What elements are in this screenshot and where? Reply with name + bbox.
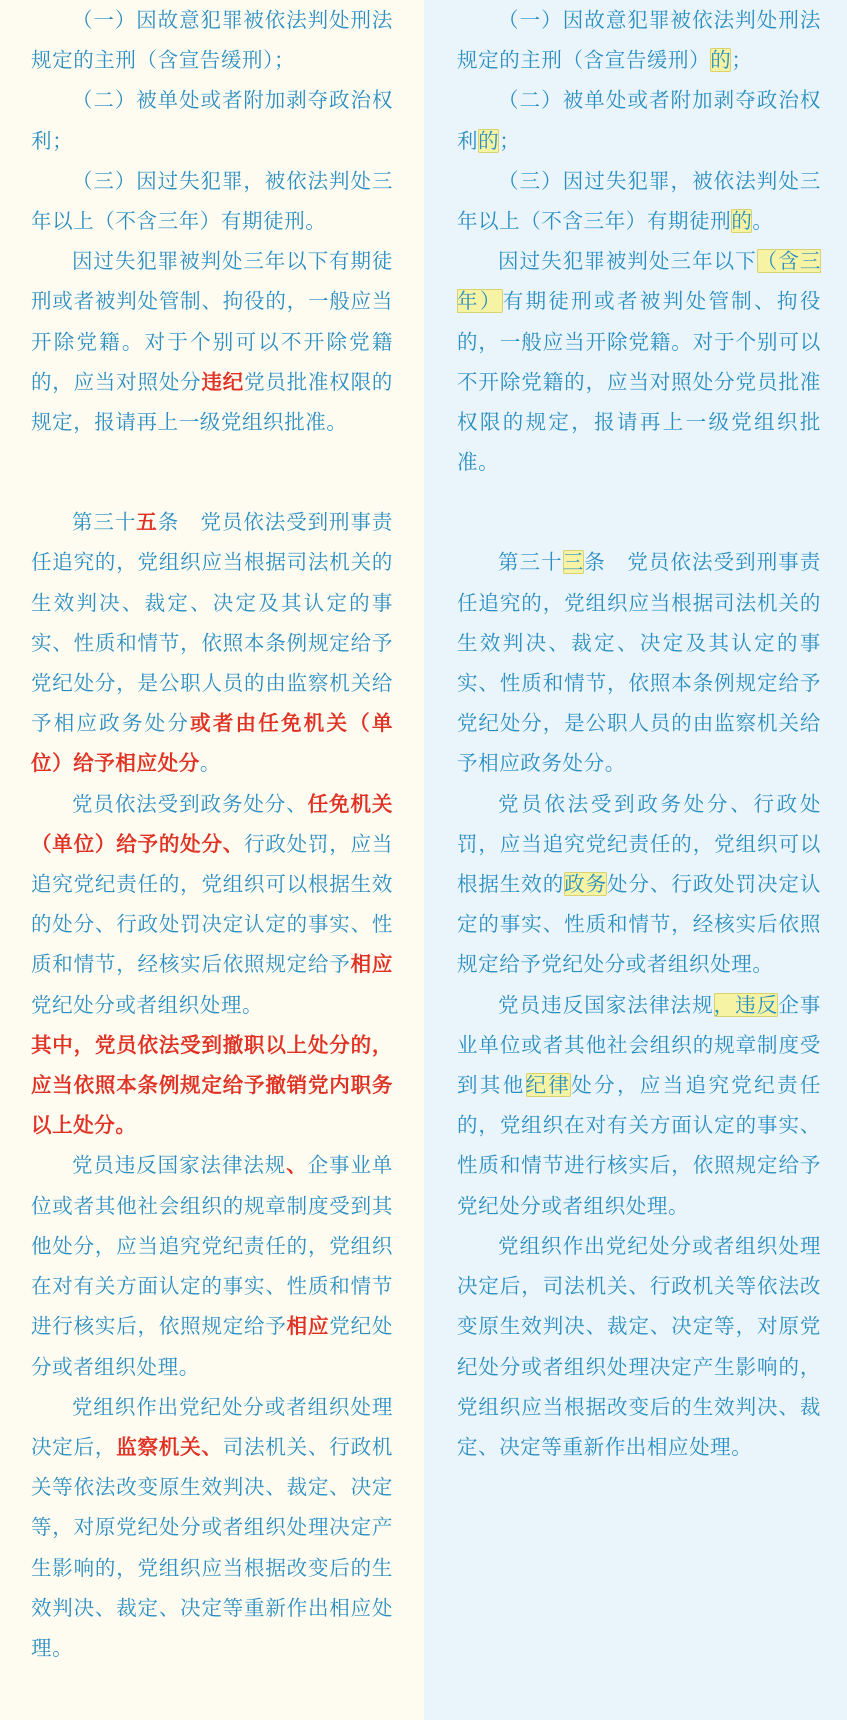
text-run: （一）因故意犯罪被依法判处刑法规定的主刑（含宣告缓刑） — [457, 8, 821, 73]
right-clause-item-1 — [457, 0, 821, 80]
left-clause-item-3: （三）因过失犯罪，被依法判处三年以上（不含三年）有期徒刑。 — [31, 168, 393, 234]
text-run: 党员批准权限的规定，报请再上一级党组织批准。 — [31, 369, 394, 435]
text-run: 党员违反国家法律法规 — [498, 992, 714, 1017]
text-run: 党组织作出党纪处分或者组织处理决定后， — [31, 1394, 393, 1459]
added-text: 或者由任免机关（单位）给予相应处分 — [31, 711, 394, 776]
right-column-original-text — [424, 0, 847, 1720]
text-run: 因过失犯罪被判处三年以下 — [498, 249, 757, 274]
text-run: 条 党员依法受到刑事责任追究的，党组织应当根据司法机关的生效判决、裁定、决定及其认定的事实、性质和情节，依照本条例规定给予党纪处分，是公职人员的由监察机关给予相应政务处分 — [31, 510, 393, 736]
text-run: 因过失犯罪被判处三年以下有期徒刑或者被判处管制、拘役的，一般应当开除党籍。对于个别可以不开除党籍的，应当对照处分 — [31, 249, 393, 394]
left-clause-item-1: （一）因故意犯罪被依法判处刑法规定的主刑（含宣告缓刑）； — [31, 8, 393, 73]
removed-text-highlight: 政务 — [564, 872, 608, 897]
removed-text-highlight: 的 — [478, 128, 500, 153]
left-paragraph-negligent-crime — [31, 241, 393, 442]
text-run: 党员依法受到政务处分、 — [72, 791, 308, 816]
text-run: 党员依法受到政务处分、行政处罚，应当追究党纪责任的，党组织可以根据生效的 — [457, 791, 821, 897]
right-article-33 — [457, 542, 821, 783]
left-paragraph-administrative-sanctions — [31, 784, 393, 1025]
text-run: 行政处罚，应当追究党纪责任的，党组织可以根据生效的处分、行政处罚决定认定的事实、性质和情节，经核实后依照规定给予 — [31, 831, 393, 977]
right-paragraph-other-sanctions — [457, 985, 821, 1226]
removed-text-highlight: ，违反 — [713, 992, 779, 1017]
left-clause-item-2: （二）被单处或者附加剥夺政治权利； — [31, 88, 393, 153]
text-run: 企事业单位或者其他社会组织的规章制度受到其他 — [457, 992, 822, 1098]
added-text: 相应 — [350, 952, 393, 977]
left-paragraph-new-dismissal-rule: 其中，党员依法受到撤职以上处分的，应当依照本条例规定给予撤销党内职务以上处分。 — [31, 1032, 393, 1138]
text-run: 党纪处分或者组织处理。 — [31, 1314, 394, 1379]
text-run: 处分、行政处罚决定认定的事实、性质和情节，经核实后依照规定给予党纪处分或者组织处理。 — [457, 872, 822, 977]
removed-text-highlight: 的 — [731, 209, 753, 234]
changed-number-highlight: 三 — [562, 550, 585, 575]
left-paragraph-other-sanctions — [31, 1145, 393, 1386]
right-paragraph-administrative-sanctions — [457, 784, 821, 985]
removed-text-highlight: 的 — [710, 48, 732, 73]
section-gap — [457, 482, 821, 542]
text-run: 。 — [199, 751, 221, 776]
text-run: 第三十 — [498, 550, 563, 575]
text-run: 司法机关、行政机关等依法改变原生效判决、裁定、决定等，对原党纪处分或者组织处理决定产生影响的，党组织应当根据改变后的生效判决、裁定、决定等重新作出相应处理。 — [31, 1434, 394, 1660]
added-text: 、 — [286, 1153, 308, 1178]
text-run: 党纪处分或者组织处理。 — [31, 992, 264, 1017]
left-paragraph-judgment-change — [31, 1387, 393, 1668]
text-run: 。 — [752, 209, 774, 234]
right-clause-item-3 — [457, 161, 821, 241]
text-run: 党员违反国家法律法规 — [72, 1153, 287, 1178]
added-text: 违纪 — [201, 369, 245, 394]
added-text: 相应 — [286, 1314, 330, 1339]
text-run: 第三十 — [72, 510, 137, 535]
changed-number: 五 — [136, 510, 158, 535]
left-article-35 — [31, 502, 393, 783]
added-text: 任免机关（单位）给予的处分、 — [31, 791, 393, 856]
section-gap — [31, 442, 393, 502]
text-run: 处分，应当追究党纪责任的，党组织在对有关方面认定的事实、性质和情节进行核实后，依照规定给予党纪处分或者组织处理。 — [457, 1073, 821, 1218]
removed-text-highlight: 纪律 — [525, 1073, 572, 1098]
removed-text-highlight: （含三年） — [457, 249, 821, 314]
added-text: 监察机关、 — [116, 1434, 223, 1459]
text-run: ； — [499, 128, 521, 153]
text-run: （二）被单处或者附加剥夺政治权利 — [457, 88, 821, 153]
text-run: 有期徒刑或者被判处管制、拘役的，一般应当开除党籍。对于个别可以不开除党籍的，应当对照处分党员批准权限的规定，报请再上一级党组织批准。 — [457, 289, 821, 475]
right-paragraph-negligent-crime — [457, 241, 821, 482]
right-paragraph-judgment-change: 党组织作出党纪处分或者组织处理决定后，司法机关、行政机关等依法改变原生效判决、裁定、决定等，对原党纪处分或者组织处理决定产生影响的，党组织应当根据改变后的生效判决、裁定、决定等重新作出相应处理。 — [457, 1233, 821, 1459]
right-clause-item-2 — [457, 80, 821, 160]
text-run: （三）因过失犯罪，被依法判处三年以上（不含三年）有期徒刑 — [457, 168, 821, 234]
text-run: ； — [731, 48, 753, 73]
text-run: 条 党员依法受到刑事责任追究的，党组织应当根据司法机关的生效判决、裁定、决定及其认定的事实、性质和情节，依照本条例规定给予党纪处分，是公职人员的由监察机关给予相应政务处分。 — [457, 550, 821, 776]
text-run: 企事业单位或者其他社会组织的规章制度受到其他处分，应当追究党纪责任的，党组织在对有关方面认定的事实、性质和情节进行核实后，依照规定给予 — [31, 1153, 393, 1339]
